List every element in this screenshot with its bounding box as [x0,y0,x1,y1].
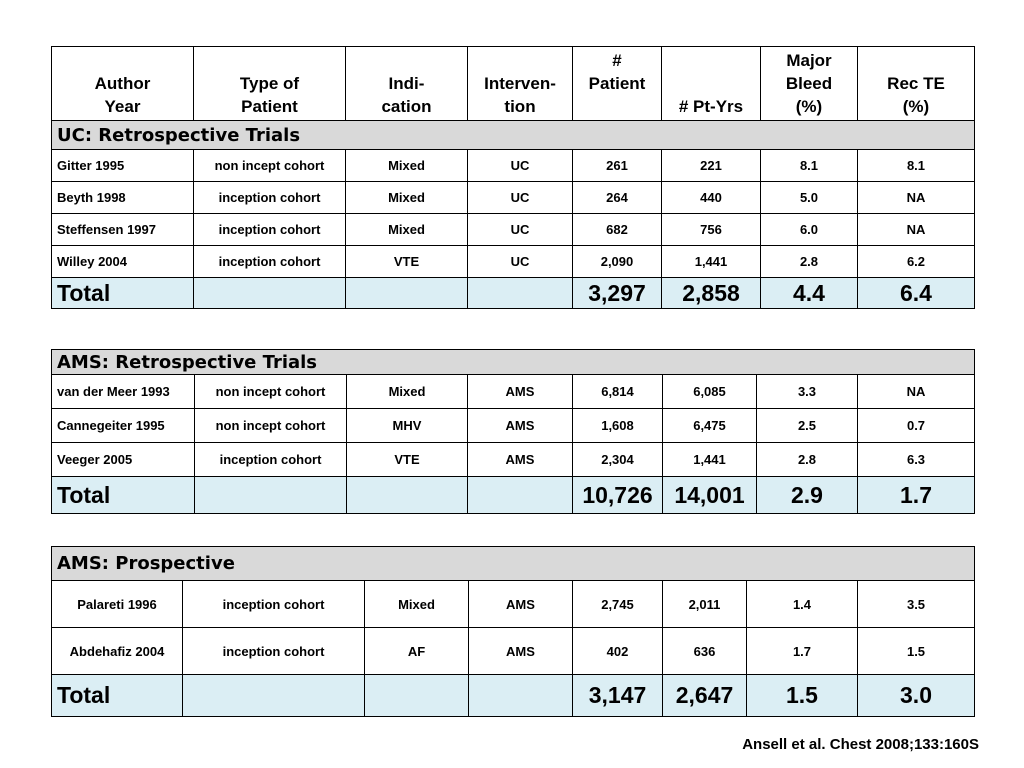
table-cell: Steffensen 1997 [52,214,194,246]
table-row [52,443,975,477]
header-pt-yrs: # Pt-Yrs [662,47,761,121]
table-cell: Mixed [346,182,468,214]
table-cell: 3.3 [757,375,858,409]
table-cell: Mixed [365,581,469,628]
table-cell: 402 [573,628,663,675]
uc-retrospective-table [51,46,975,309]
table-cell: 2,304 [573,443,663,477]
table-cell: 2,011 [663,581,747,628]
section-row [52,350,975,375]
header-indication: Indi- cation [346,47,468,121]
table-cell: 1,608 [573,409,663,443]
table-cell: inception cohort [194,246,346,278]
total-label: Total [52,477,195,514]
total-cell: 1.5 [747,675,858,717]
total-cell: 10,726 [573,477,663,514]
ams-prospective-table [51,546,975,717]
total-row [52,675,975,717]
total-cell [346,278,468,309]
total-cell: 4.4 [761,278,858,309]
table-cell: 0.7 [858,409,975,443]
table-cell: Mixed [346,214,468,246]
table-cell: 8.1 [761,150,858,182]
table-cell: Gitter 1995 [52,150,194,182]
total-row [52,278,975,309]
table-cell: AMS [469,581,573,628]
total-row [52,477,975,514]
table-cell: inception cohort [183,581,365,628]
table-cell: UC [468,214,573,246]
table-cell: inception cohort [183,628,365,675]
table-cell: 1.5 [858,628,975,675]
table-cell: 6,475 [663,409,757,443]
table-cell: 264 [573,182,662,214]
table-cell: NA [858,375,975,409]
section-title: AMS: Prospective [52,547,975,581]
table-cell: Abdehafiz 2004 [52,628,183,675]
table-cell: 6.0 [761,214,858,246]
table-cell: UC [468,150,573,182]
total-cell: 2,858 [662,278,761,309]
table-cell: 1,441 [662,246,761,278]
total-cell [194,278,346,309]
table-cell: 3.5 [858,581,975,628]
header-type-of-patient: Type of Patient [194,47,346,121]
total-cell [365,675,469,717]
table-cell: 6.3 [858,443,975,477]
table-cell: 2.8 [757,443,858,477]
table-cell: VTE [346,246,468,278]
table-cell: 221 [662,150,761,182]
table-row [52,628,975,675]
total-cell: 1.7 [858,477,975,514]
table-cell: Beyth 1998 [52,182,194,214]
table-cell: 6,085 [663,375,757,409]
table-cell: AMS [468,443,573,477]
total-label: Total [52,675,183,717]
table-cell: 2,090 [573,246,662,278]
total-cell [195,477,347,514]
total-cell [468,477,573,514]
table-cell: NA [858,182,975,214]
table-row [52,214,975,246]
table-row [52,409,975,443]
header-major-bleed: Major Bleed (%) [761,47,858,121]
header-rec-te: Rec TE (%) [858,47,975,121]
table-cell: Willey 2004 [52,246,194,278]
table-cell: 756 [662,214,761,246]
table-cell: 2,745 [573,581,663,628]
total-cell: 14,001 [663,477,757,514]
total-cell: 3.0 [858,675,975,717]
table-cell: inception cohort [195,443,347,477]
table-cell: 8.1 [858,150,975,182]
total-cell [183,675,365,717]
total-cell [469,675,573,717]
total-cell: 2,647 [663,675,747,717]
table-cell: 6.2 [858,246,975,278]
total-label: Total [52,278,194,309]
section-title: UC: Retrospective Trials [52,121,975,150]
table-cell: UC [468,246,573,278]
table-cell: non incept cohort [194,150,346,182]
table-row [52,246,975,278]
table-row [52,150,975,182]
table-cell: inception cohort [194,182,346,214]
table-cell: 682 [573,214,662,246]
total-cell [468,278,573,309]
total-cell [347,477,468,514]
section-row [52,547,975,581]
table-cell: 2.5 [757,409,858,443]
table-cell: 5.0 [761,182,858,214]
table-row [52,182,975,214]
table-cell: 440 [662,182,761,214]
ams-retrospective-table [51,349,975,514]
table-cell: AMS [468,375,573,409]
table-cell: 1,441 [663,443,757,477]
section-title: AMS: Retrospective Trials [52,350,975,375]
table-cell: 636 [663,628,747,675]
table-cell: 261 [573,150,662,182]
table-cell: Veeger 2005 [52,443,195,477]
total-cell: 2.9 [757,477,858,514]
header-patients: # Patient [573,47,662,121]
table-cell: Cannegeiter 1995 [52,409,195,443]
total-cell: 6.4 [858,278,975,309]
table-cell: MHV [347,409,468,443]
table-cell: AMS [468,409,573,443]
table-cell: 1.4 [747,581,858,628]
table-cell: AF [365,628,469,675]
table-cell: non incept cohort [195,409,347,443]
table-cell: NA [858,214,975,246]
table-cell: Mixed [346,150,468,182]
citation: Ansell et al. Chest 2008;133:160S [742,736,979,753]
total-cell: 3,147 [573,675,663,717]
table-cell: non incept cohort [195,375,347,409]
table-cell: 1.7 [747,628,858,675]
table-cell: Mixed [347,375,468,409]
table-row [52,581,975,628]
table-cell: inception cohort [194,214,346,246]
header-row [52,47,975,121]
total-cell: 3,297 [573,278,662,309]
table-cell: van der Meer 1993 [52,375,195,409]
table-cell: UC [468,182,573,214]
table-cell: 6,814 [573,375,663,409]
table-cell: 2.8 [761,246,858,278]
table-row [52,375,975,409]
section-row [52,121,975,150]
table-cell: VTE [347,443,468,477]
header-author-year: Author Year [52,47,194,121]
table-cell: AMS [469,628,573,675]
header-intervention: Interven- tion [468,47,573,121]
table-cell: Palareti 1996 [52,581,183,628]
